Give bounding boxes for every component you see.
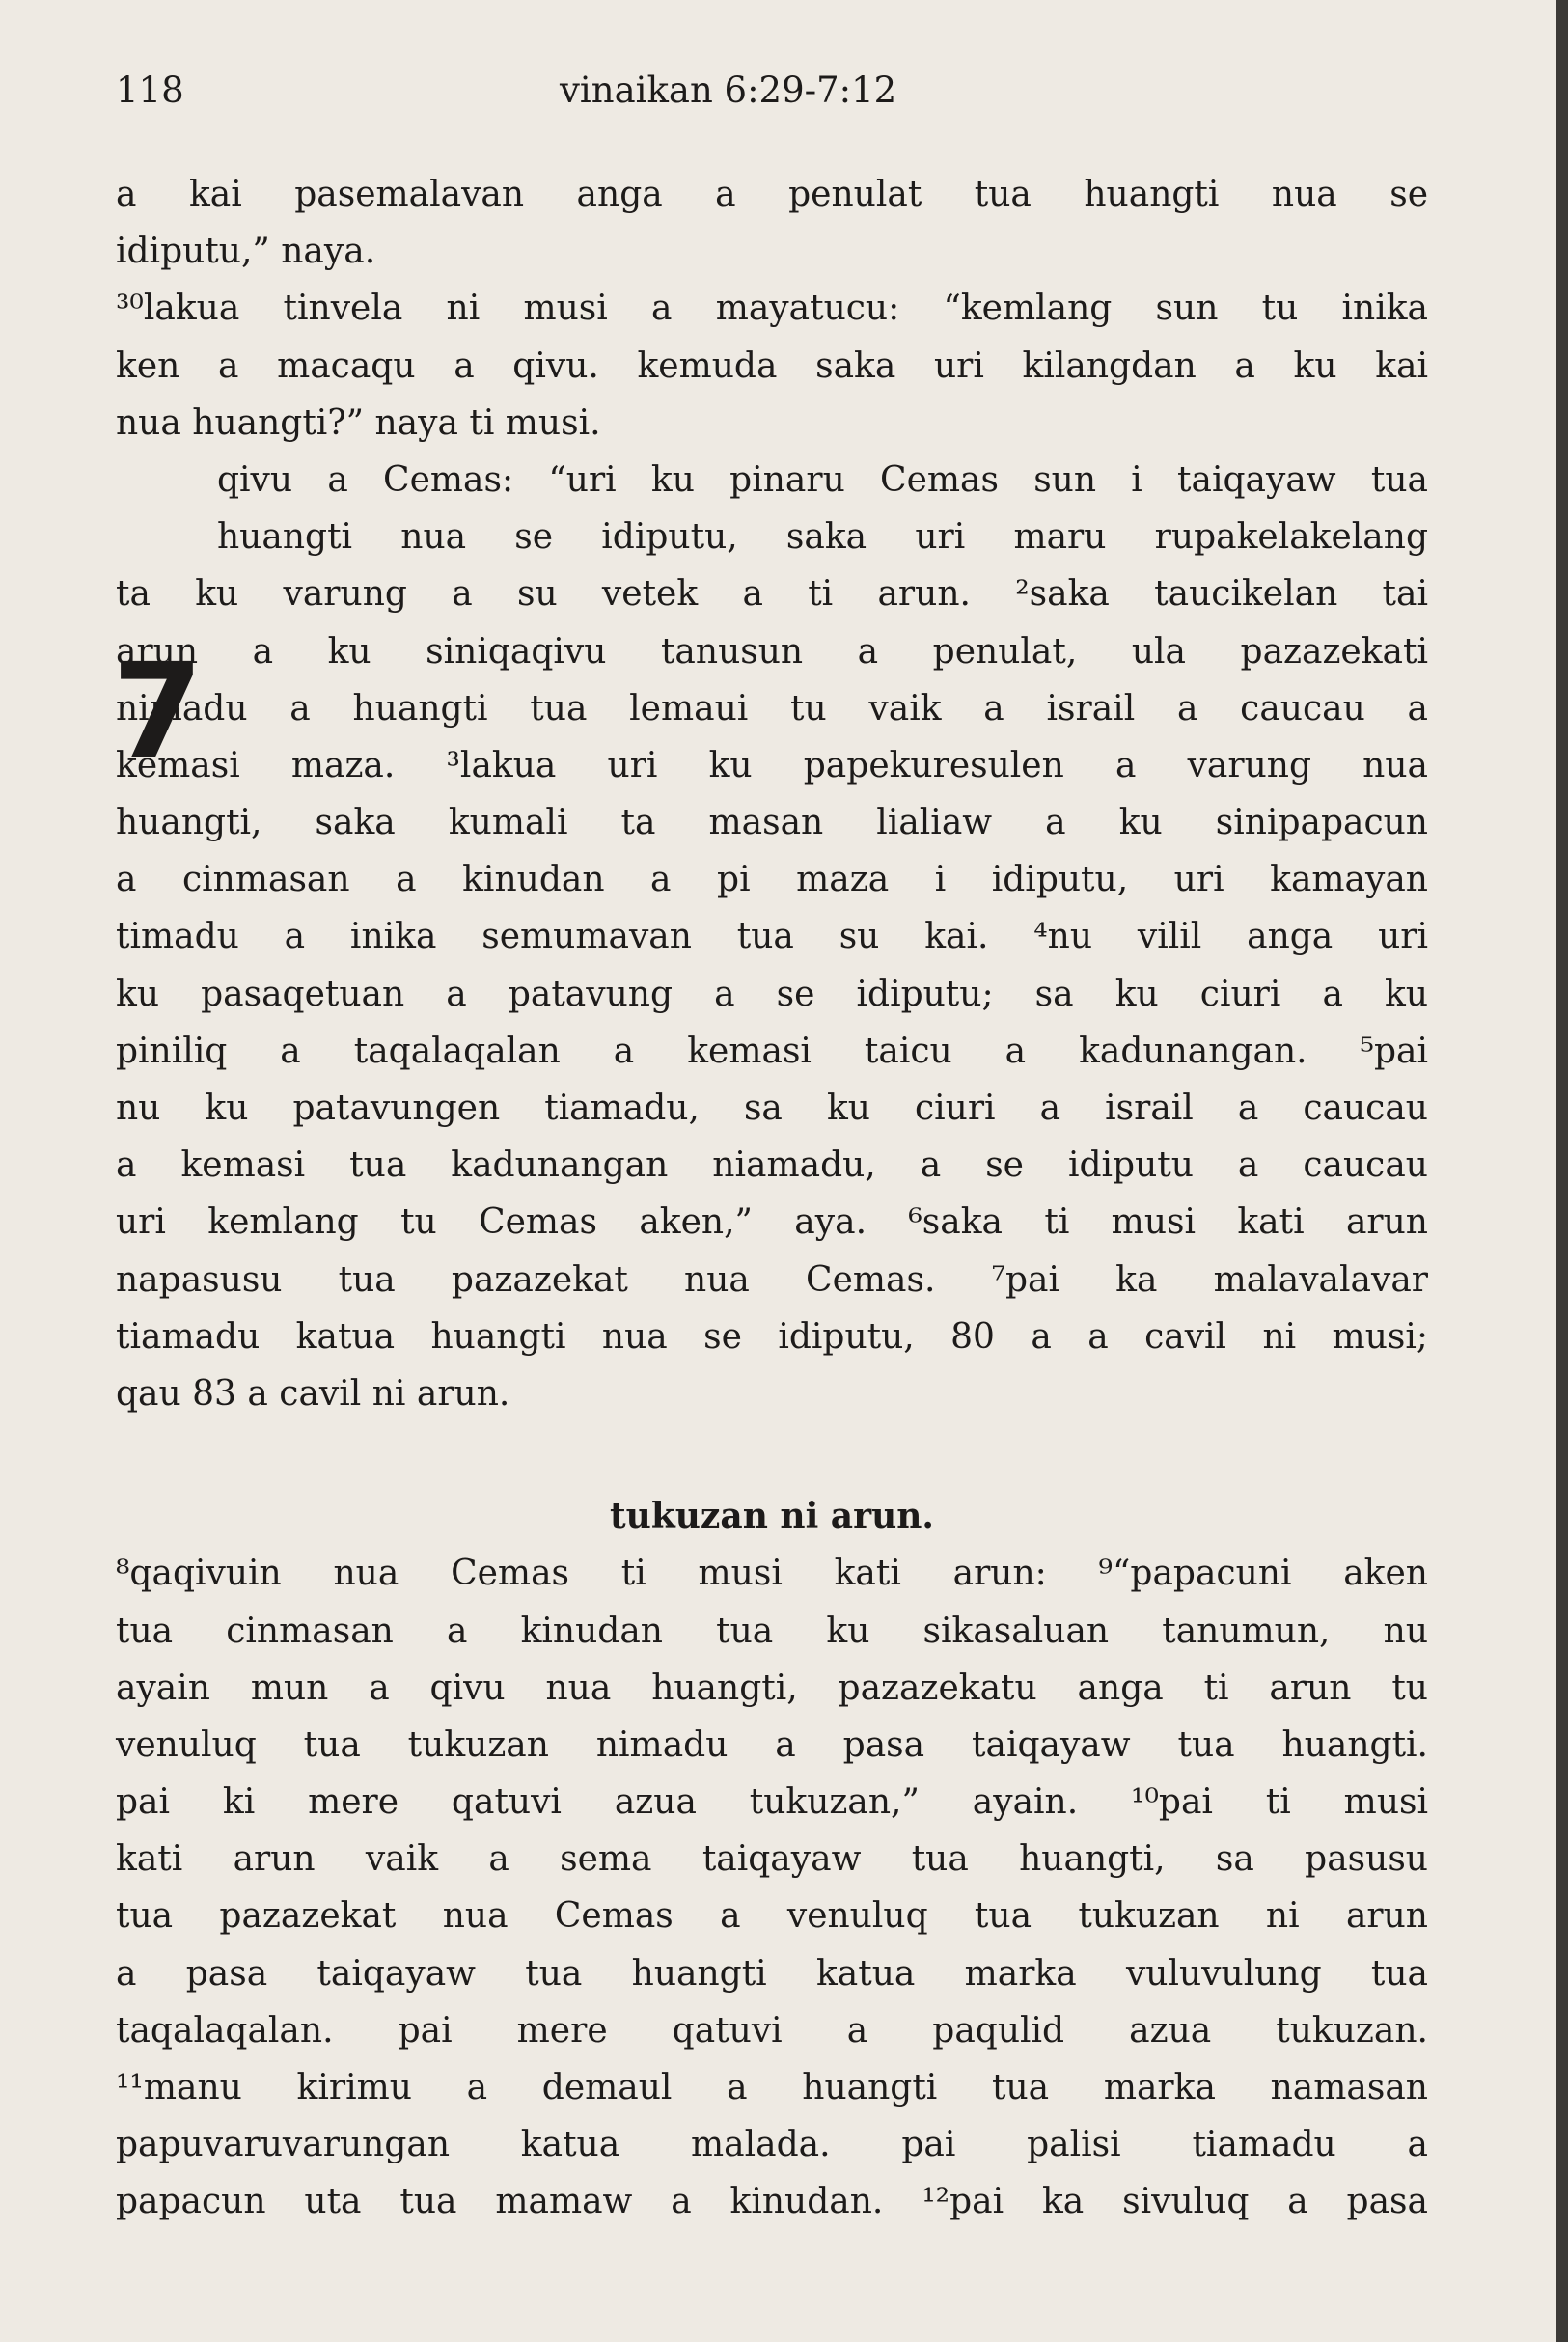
paragraph-7 xyxy=(116,452,1428,1422)
text-line: arun a ku siniqaqivu tanusun a penulat, ula pazazekati xyxy=(116,631,1428,672)
text-line: ta ku varung a su vetek a ti arun. ²saka taucikelan tai xyxy=(116,574,1428,615)
text-line: nu ku patavungen tiamadu, sa ku ciuri a israil a caucau xyxy=(116,1088,1428,1128)
text-line: ken a macaqu a qivu. kemuda saka uri kilangdan a ku kai xyxy=(116,345,1428,386)
text-line: venuluq tua tukuzan nimadu a pasa taiqayaw tua huangti. xyxy=(116,1724,1428,1765)
paragraph-6-end xyxy=(116,166,1428,452)
text-line: papacun uta tua mamaw a kinudan. ¹²pai ka sivuluq a pasa xyxy=(116,2182,1428,2222)
main-text xyxy=(112,166,1428,2231)
text-line: ¹¹manu kirimu a demaul a huangti tua marka namasan xyxy=(116,2068,1428,2108)
paragraph-section xyxy=(116,1545,1428,2230)
text-line: tua cinmasan a kinudan tua ku sikasaluan tanumun, nu xyxy=(116,1611,1428,1651)
text-line: a kemasi tua kadunangan niamadu, a se idiputu a caucau xyxy=(116,1145,1428,1186)
header-title: vinaikan 6:29-7:12 xyxy=(560,69,897,111)
page-number: 118 xyxy=(116,69,184,111)
text-line: pai ki mere qatuvi azua tukuzan,” ayain. ¹⁰pai ti musi xyxy=(116,1782,1428,1823)
running-header xyxy=(116,69,1438,127)
text-line: qau 83 a cavil ni arun. xyxy=(116,1373,510,1414)
text-line: ³⁰lakua tinvela ni musi a mayatucu: “kemlang sun tu inika xyxy=(116,289,1428,329)
text-line: papuvaruvarungan katua malada. pai palisi tiamadu a xyxy=(116,2125,1428,2165)
text-line: qivu a Cemas: “uri ku pinaru Cemas sun i taiqayaw tua xyxy=(217,459,1428,500)
text-line: piniliq a taqalaqalan a kemasi taicu a kadunangan. ⁵pai xyxy=(116,1031,1428,1071)
text-line: ku pasaqetuan a patavung a se idiputu; sa ku ciuri a ku xyxy=(116,974,1428,1014)
text-line: taqalaqalan. pai mere qatuvi a paqulid azua tukuzan. xyxy=(116,2010,1428,2051)
chapter-number: 7 xyxy=(112,636,204,788)
text-line: ayain mun a qivu nua huangti, pazazekatu anga ti arun tu xyxy=(116,1667,1428,1708)
text-line: napasusu tua pazazekat nua Cemas. ⁷pai ka malavalavar xyxy=(116,1259,1428,1300)
text-line: huangti, saka kumali ta masan lialiaw a ku sinipapacun xyxy=(116,803,1428,843)
text-line: tiamadu katua huangti nua se idiputu, 80 a a cavil ni musi; xyxy=(116,1316,1428,1357)
text-line: a kai pasemalavan anga a penulat tua huangti nua se xyxy=(116,175,1428,214)
text-line: kemasi maza. ³lakua uri ku papekuresulen a varung nua xyxy=(116,745,1428,785)
text-line: ⁸qaqivuin nua Cemas ti musi kati arun: ⁹“papacuni aken xyxy=(116,1554,1428,1594)
text-line: kati arun vaik a sema taiqayaw tua huangti, sa pasusu xyxy=(116,1839,1428,1880)
text-line: huangti nua se idiputu, saka uri maru rupakelakelang xyxy=(217,517,1428,558)
text-line: timadu a inika semumavan tua su kai. ⁴nu vilil anga uri xyxy=(116,917,1428,957)
section-heading: tukuzan ni arun. xyxy=(610,1496,934,1537)
page-edge xyxy=(1556,0,1568,2342)
text-line: a pasa taiqayaw tua huangti katua marka vuluvulung tua xyxy=(116,1953,1428,1994)
text-line: tua pazazekat nua Cemas a venuluq tua tukuzan ni arun xyxy=(116,1896,1428,1937)
text-line: a cinmasan a kinudan a pi maza i idiputu, uri kamayan xyxy=(116,860,1428,900)
text-line: uri kemlang tu Cemas aken,” aya. ⁶saka ti musi kati arun xyxy=(116,1202,1428,1243)
text-line: idiputu,” naya. xyxy=(116,232,376,272)
text-line: nimadu a huangti tua lemaui tu vaik a israil a caucau a xyxy=(116,688,1428,729)
text-line: nua huangti?” naya ti musi. xyxy=(116,402,601,443)
